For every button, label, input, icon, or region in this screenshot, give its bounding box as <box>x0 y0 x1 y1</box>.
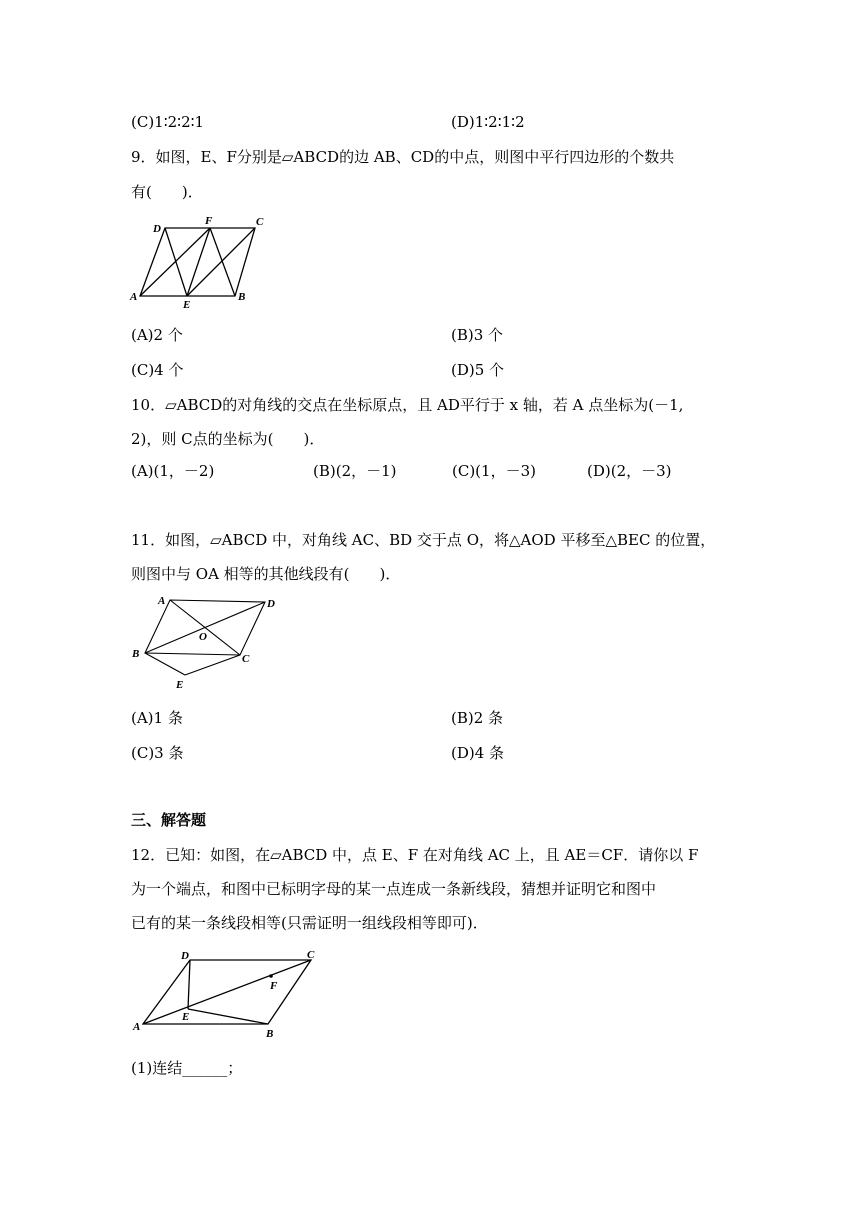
q9-option-a: (A)2 个 <box>131 326 183 344</box>
q11-label-d: D <box>267 598 275 610</box>
q9-segment-fe <box>187 228 210 296</box>
q9-text-line2: 有( )． <box>131 183 203 201</box>
q12-parallelogram-figure <box>125 942 325 1042</box>
q12-text-line2: 为一个端点，和图中已标明字母的某一点连成一条新线段，猜想并证明它和图中 <box>131 880 657 898</box>
q9-parallelogram-figure <box>125 210 275 310</box>
q9-label-e: E <box>183 299 191 310</box>
q11-diagonal-bd <box>145 602 265 653</box>
q9-label-a: A <box>130 291 138 303</box>
q12-text-line1: 12．已知：如图，在▱ABCD 中，点 E、F 在对角线 AC 上，且 AE＝CF．请你以 F <box>131 846 699 864</box>
q11-segment-ec <box>185 655 240 675</box>
q11-option-a: (A)1 条 <box>131 709 183 727</box>
q12-diagonal-ac <box>143 960 311 1024</box>
q8-option-c: (C)1∶2∶2∶1 <box>131 113 205 131</box>
q12-text-line3: 已有的某一条线段相等(只需证明一组线段相等即可)． <box>131 914 488 932</box>
q11-option-b: (B)2 条 <box>451 709 504 727</box>
q10-option-c: (C)(1，－3) <box>452 462 536 480</box>
q11-label-b: B <box>132 648 140 660</box>
q11-label-a: A <box>158 595 166 607</box>
q10-text-line1: 10．▱ABCD的对角线的交点在坐标原点，且 AD平行于 x 轴，若 A 点坐标为(－1, <box>131 396 684 414</box>
q11-text-line2: 则图中与 OA 相等的其他线段有( )． <box>131 565 401 583</box>
q12-label-b: B <box>266 1028 274 1040</box>
q12-label-e: E <box>182 1011 190 1023</box>
q11-label-o: O <box>199 631 207 643</box>
q10-option-d: (D)(2，－3) <box>587 462 672 480</box>
q12-segment-de <box>188 960 190 1009</box>
q9-label-d: D <box>153 223 161 235</box>
q11-label-c: C <box>242 653 250 665</box>
q12-label-d: D <box>181 950 189 962</box>
section-heading: 三、解答题 <box>131 811 207 829</box>
q9-label-b: B <box>238 291 246 303</box>
q9-option-d: (D)5 个 <box>451 361 505 379</box>
q10-option-b: (B)(2，－1) <box>313 462 397 480</box>
q10-text-line2: 2)，则 C点的坐标为( )． <box>131 430 325 448</box>
q11-option-d: (D)4 条 <box>451 744 505 762</box>
q9-option-c: (C)4 个 <box>131 361 184 379</box>
q12-segment-eb <box>188 1009 268 1024</box>
q9-text-line1: 9．如图，E、F分别是▱ABCD的边 AB、CD的中点，则图中平行四边形的个数共 <box>131 148 675 166</box>
q9-segment-fb <box>210 228 235 296</box>
q11-label-e: E <box>176 679 184 691</box>
q9-option-b: (B)3 个 <box>451 326 504 344</box>
q12-sub1: (1)连结______； <box>131 1059 243 1077</box>
q9-label-c: C <box>256 216 264 228</box>
q12-label-a: A <box>133 1021 141 1033</box>
q12-point-f <box>269 974 273 978</box>
q11-parallelogram-figure <box>125 590 290 695</box>
q9-segment-de <box>165 228 187 296</box>
q11-segment-be <box>145 653 185 675</box>
q8-option-d: (D)1∶2∶1∶2 <box>451 113 525 131</box>
q11-option-c: (C)3 条 <box>131 744 184 762</box>
q11-text-line1: 11．如图，▱ABCD 中，对角线 AC、BD 交于点 O，将△AOD 平移至△BEC 的位置， <box>131 531 716 549</box>
q12-label-f: F <box>270 980 278 992</box>
q10-option-a: (A)(1，－2) <box>131 462 215 480</box>
q9-label-f: F <box>205 215 213 227</box>
q12-label-c: C <box>307 949 315 961</box>
q9-segment-af <box>140 228 210 296</box>
